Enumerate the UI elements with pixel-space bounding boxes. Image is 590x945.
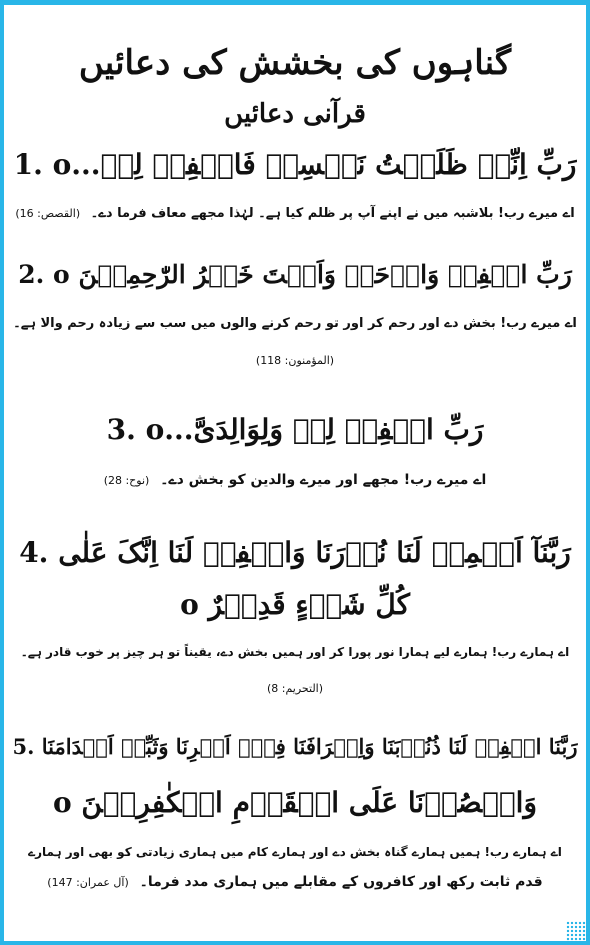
dua-5-reference: (آل عمران: 147)	[47, 876, 129, 889]
dua-1-arabic	[10, 140, 580, 190]
dua-1-reference: (القصص: 16)	[15, 207, 81, 220]
dua-3-number: 3.	[106, 413, 136, 446]
dua-2-text: رَبِّ اغۡفِرۡ وَارۡحَمۡ وَاَنۡتَ خَیۡرُ الرّٰحِمِیۡنَ o	[53, 260, 572, 289]
dua-2-reference: (المؤمنون: 118)	[255, 354, 335, 367]
dua-5-number: 5.	[12, 734, 35, 759]
dua-1-translation-line	[10, 200, 580, 228]
dua-3-reference: (نوح: 28)	[103, 474, 150, 487]
dua-4-arabic-line2	[10, 580, 580, 630]
dua-5-translation-line2: قدم ثابت رکھ اور کافروں کے مقابلے میں ہماری مدد فرما۔	[139, 874, 543, 890]
dua-3-translation-line	[10, 466, 580, 495]
dua-4-reference: (التحریم: 8)	[266, 682, 324, 695]
dua-5-text-line2: وَانۡصُرۡنَا عَلَی الۡقَوۡمِ الۡکٰفِرِیۡنَ o	[53, 786, 537, 819]
dua-1-number: 1.	[13, 148, 43, 181]
dua-3-text: رَبِّ اغۡفِرۡ لِیۡ وَلِوَالِدَیَّ...o	[145, 413, 484, 446]
dua-4-translation: اے ہمارے رب! ہمارے لیے ہمارا نور پورا کر اور ہمیں بخش دے، یقیناً تو ہر چیز پر خوب قادر ہے۔	[20, 645, 570, 659]
dua-1-text: رَبِّ اِنِّیۡ ظَلَمۡتُ نَفۡسِیۡ فَاغۡفِرۡ لِیۡ...o	[52, 148, 577, 181]
document-page	[10, 0, 580, 945]
dua-4-arabic-line1	[10, 528, 580, 578]
dua-1-translation: اے میرے رب! بلاشبہ میں نے اپنے آپ پر ظلم کیا ہے۔ لہٰذا مجھے معاف فرما دے۔	[90, 206, 575, 221]
dua-5-arabic-line1	[10, 722, 580, 772]
dua-2-number: 2.	[18, 260, 45, 289]
dua-4-text-line2: کُلِّ شَیۡءٍ قَدِیۡرٌ o	[180, 588, 410, 621]
section-subtitle: قرآنی دعائیں	[224, 99, 366, 129]
dua-5-translation-line2-wrap	[10, 868, 580, 897]
dua-5-arabic-line2	[10, 778, 580, 828]
dua-2-translation: اے میرے رب! بخش دے اور رحم کر اور تو رحم کرنے والوں میں سب سے زیادہ رحم والا ہے۔	[13, 316, 577, 331]
dua-5-translation-line1: اے ہمارے رب! ہمیں ہمارے گناہ بخش دے اور ہمارے کام میں ہماری زیادتی کو بھی اور ہمارے	[28, 845, 562, 859]
dua-5-text-line1: رَبَّنَا اغۡفِرۡ لَنَا ذُنُوۡبَنَا وَاِسۡرَافَنَا فِیۡۤ اَمۡرِنَا وَثَبِّتۡ اَقۡدَامَنَا	[41, 734, 578, 759]
dua-4-text-line1: رَبَّنَآ اَتۡمِمۡ لَنَا نُوۡرَنَا وَاغۡفِرۡ لَنَا اِنَّکَ عَلٰی	[58, 536, 571, 569]
page-title: گناہوں کی بخشش کی دعائیں	[78, 43, 512, 83]
dua-4-number: 4.	[19, 536, 49, 569]
dua-3-translation: اے میرے رب! مجھے اور میرے والدین کو بخش دے۔	[160, 472, 487, 488]
dua-3-arabic	[10, 405, 580, 455]
dua-2-arabic	[10, 250, 580, 300]
